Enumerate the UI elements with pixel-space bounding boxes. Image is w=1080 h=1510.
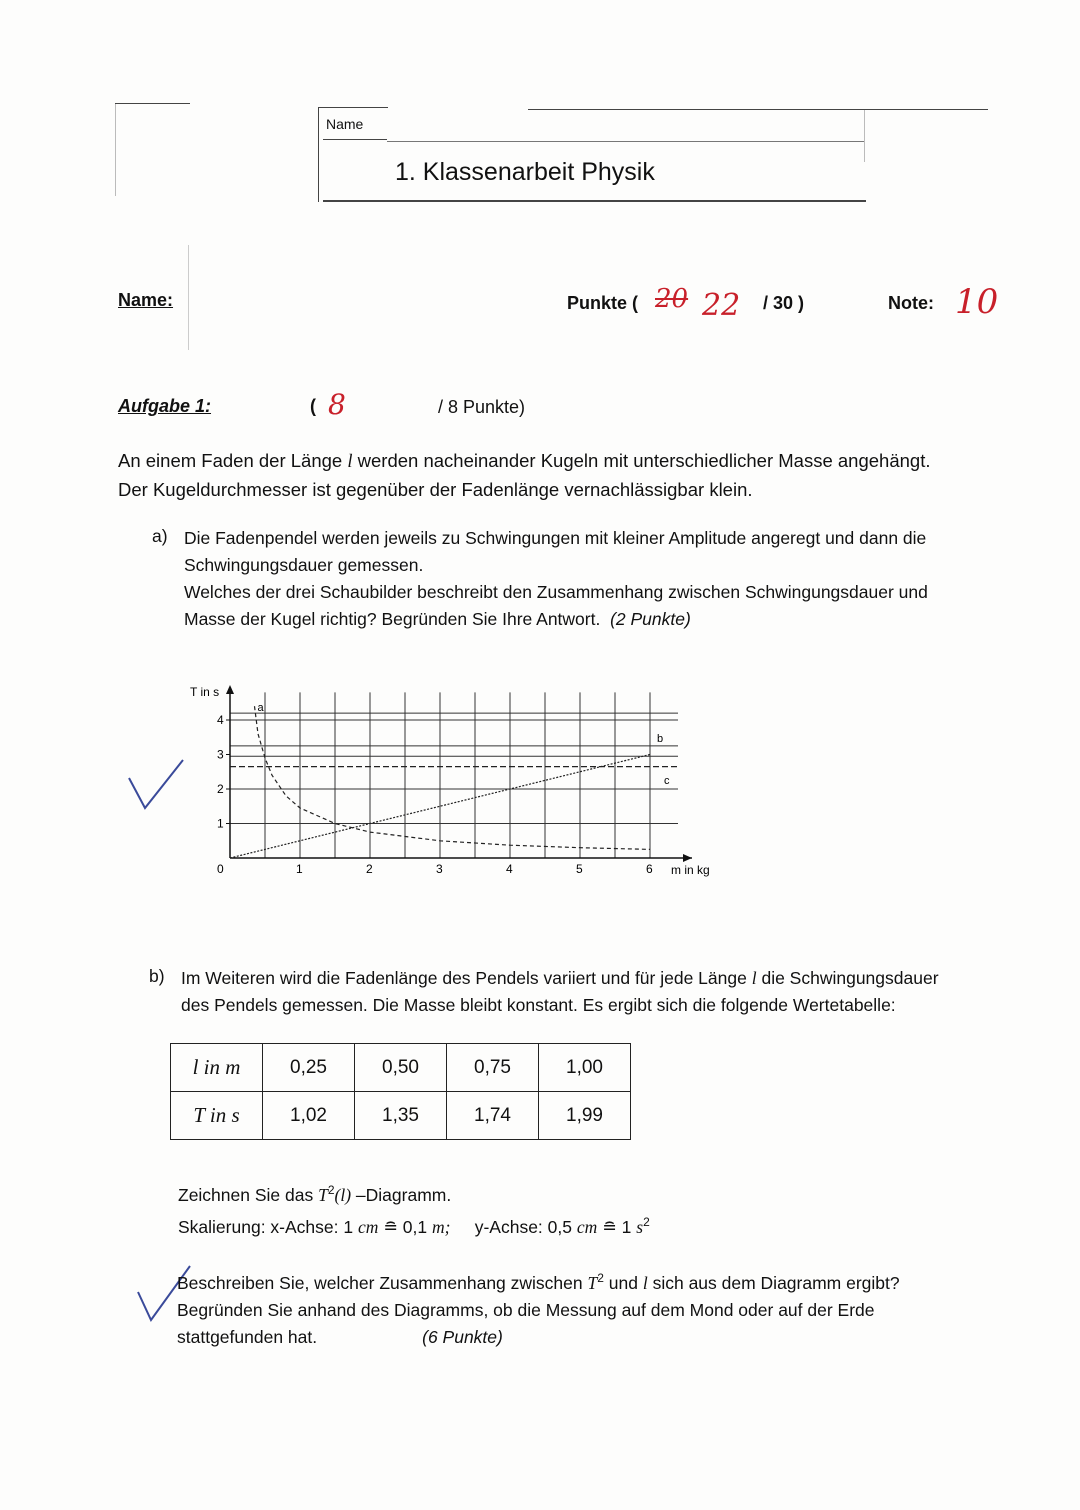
check-mark-icon xyxy=(125,758,187,816)
y-tick-label: 2 xyxy=(217,782,224,796)
part-a-label: a) xyxy=(152,526,168,546)
y-axis-label: T in s xyxy=(190,685,220,699)
x-tick-label: 0 xyxy=(217,862,224,876)
series-label-b: b xyxy=(657,733,664,746)
x-tick-label: 3 xyxy=(436,862,443,876)
chart-svg xyxy=(190,682,730,892)
points-label: Punkte ( xyxy=(567,293,639,313)
table-cell: 1,00 xyxy=(539,1044,631,1092)
describe-instruction: Beschreiben Sie, welcher Zusammenhang zwischen $T^2$ und l sich aus dem Diagramm ergibt? Begründen Sie anhand des Diagramms, ob die Messung auf dem Mond oder auf der Erde stattgefunden hat. (6 Punkte) xyxy=(177,1271,900,1347)
x-axis-arrow-icon xyxy=(683,854,692,862)
table-cell: 0,75 xyxy=(447,1044,539,1092)
table-cell: 1,02 xyxy=(263,1092,355,1140)
points-score: 22 xyxy=(702,288,741,323)
task-heading: Aufgabe 1: xyxy=(118,396,212,416)
table-row xyxy=(171,1044,631,1092)
table-header-cell: T in s xyxy=(171,1092,263,1140)
x-tick-label: 4 xyxy=(506,862,513,876)
header-rule xyxy=(387,141,865,142)
part-b-text: Im Weiteren wird die Fadenlänge des Pendels variiert und für jede Länge l die Schwingungsdauer des Pendels gemessen. Die Masse bleibt konstant. Es ergibt sich die folgende Wertetabelle: xyxy=(181,968,939,1015)
series-label-a: a xyxy=(257,702,264,715)
points-total: / 30 ) xyxy=(763,293,805,313)
header-rule xyxy=(318,107,319,202)
part-b-label: b) xyxy=(149,966,165,986)
page-title: 1. Klassenarbeit Physik xyxy=(395,158,655,186)
header-rule xyxy=(115,103,190,104)
table-cell: 1,74 xyxy=(447,1092,539,1140)
x-tick-label: 1 xyxy=(296,862,303,876)
grade-value: 10 xyxy=(955,282,999,322)
y-axis-arrow-icon xyxy=(226,685,234,694)
x-tick-label: 6 xyxy=(646,862,653,876)
series-label-c: c xyxy=(664,774,670,787)
table-cell: 1,99 xyxy=(539,1092,631,1140)
task-intro: An einem Faden der Länge l werden nacheinander Kugeln mit unterschiedlicher Masse angehängt. Der Kugeldurchmesser ist gegenüber der Fadenlänge vernachlässigbar klein. xyxy=(118,450,931,500)
draw-instruction: Zeichnen Sie das $T^2(l)$ –Diagramm. Skalierung: x-Achse: 1 cm ≘ 0,1 m; y-Achse: 0,5 cm ≘ 1 $s^2$ xyxy=(178,1183,650,1237)
x-tick-label: 2 xyxy=(366,862,373,876)
y-tick-label: 3 xyxy=(217,747,224,762)
header-rule xyxy=(115,104,116,196)
value-table xyxy=(170,1043,631,1140)
task-points-open: ( xyxy=(310,396,316,416)
name-box-label: Name xyxy=(326,116,364,132)
table-row xyxy=(171,1092,631,1140)
table-header-cell: l in m xyxy=(171,1044,263,1092)
x-axis-label: m in kg xyxy=(671,863,710,877)
series-line-a xyxy=(255,706,651,849)
header-rule xyxy=(323,139,387,140)
header-rule xyxy=(323,200,866,202)
name-label: Name: xyxy=(118,290,174,310)
y-tick-label: 1 xyxy=(217,816,224,831)
task-points-total: / 8 Punkte) xyxy=(438,397,526,417)
header-rule xyxy=(864,110,865,162)
task-points-scored: 8 xyxy=(328,388,346,421)
header-rule xyxy=(528,109,988,110)
separator xyxy=(188,245,189,350)
points-crossed: 20 xyxy=(655,284,689,314)
table-cell: 1,35 xyxy=(355,1092,447,1140)
part-a-text: Die Fadenpendel werden jeweils zu Schwingungen mit kleiner Amplitude angeregt und dann die Schwingungsdauer gemessen. Welches der drei Schaubilder beschreibt den Zusammenhang zwischen Schwingungsdauer und Masse der Kugel richtig? Begründen Sie Ihre Antwort. (2 Punkte) xyxy=(184,528,928,629)
table-cell: 0,25 xyxy=(263,1044,355,1092)
table-cell: 0,50 xyxy=(355,1044,447,1092)
y-tick-label: 4 xyxy=(217,713,224,727)
chart-container xyxy=(190,682,730,892)
x-tick-label: 5 xyxy=(576,862,583,876)
header-rule xyxy=(318,107,388,108)
grade-label: Note: xyxy=(888,293,934,313)
